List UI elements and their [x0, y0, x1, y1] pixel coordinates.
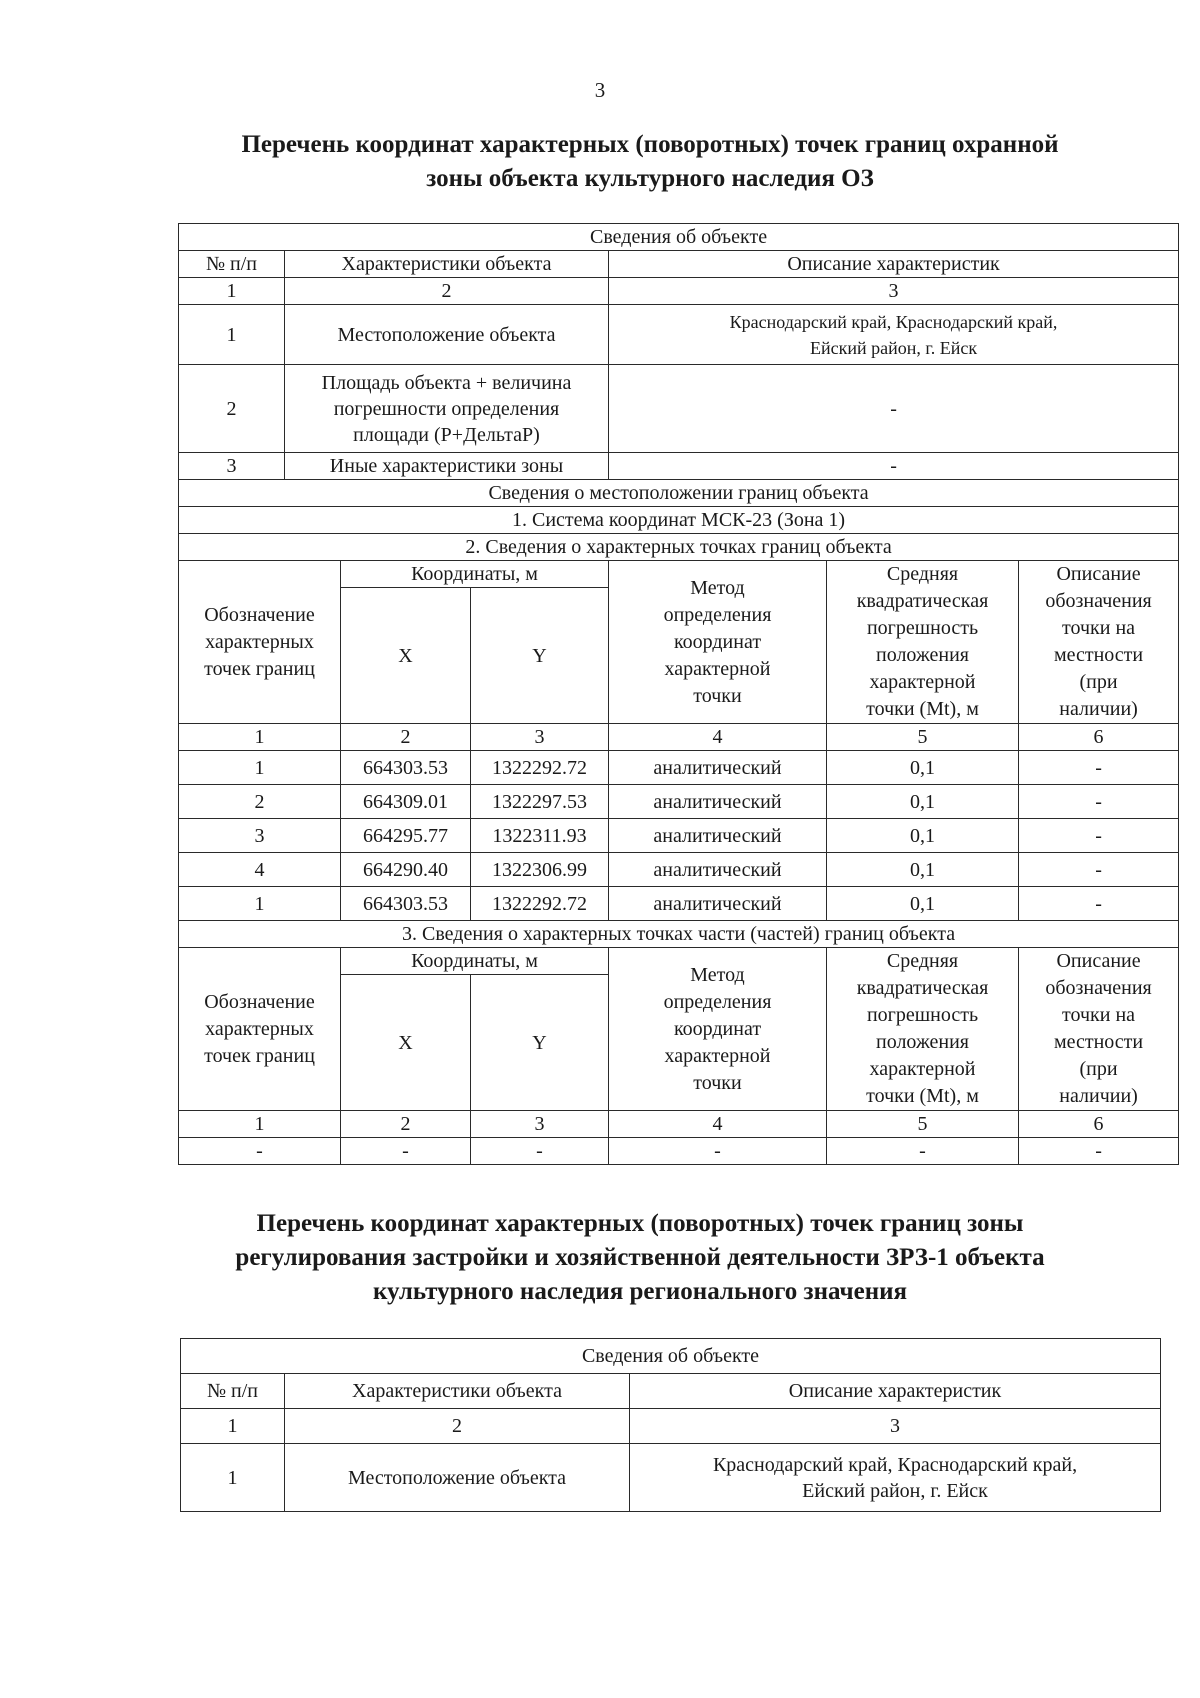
header-description — [1019, 561, 1179, 724]
header-line: характерных — [205, 630, 314, 653]
parts-cell: - — [179, 1138, 341, 1165]
point-mt: 0,1 — [827, 819, 1019, 853]
point-desc: - — [1019, 853, 1179, 887]
header-line: определения — [663, 990, 772, 1013]
row-name — [285, 365, 609, 453]
header-line: местности — [1053, 644, 1144, 666]
col-number: 1 — [179, 278, 285, 305]
header-line: погрешность — [866, 1004, 979, 1026]
row-name-line: площади (P+ДельтаP) — [353, 423, 540, 446]
point-x: 664303.53 — [341, 751, 471, 785]
row-value — [609, 453, 1179, 480]
header-line: определения — [663, 603, 772, 626]
header-line: точки на — [1062, 1004, 1136, 1026]
point-mt: 0,1 — [827, 785, 1019, 819]
header-coordinates: Координаты, м — [341, 948, 609, 975]
col-number: 6 — [1019, 1111, 1179, 1138]
row-num: 3 — [179, 453, 285, 480]
header-line: характерной — [869, 1058, 976, 1080]
col-number: 4 — [609, 724, 827, 751]
title-line: Перечень координат характерных (поворотных) точек границ зоны — [256, 1210, 1024, 1237]
header-line: координат — [673, 1017, 762, 1040]
col-number: 5 — [827, 1111, 1019, 1138]
point-y: 1322297.53 — [471, 785, 609, 819]
header-error — [827, 948, 1019, 1111]
point-mt: 0,1 — [827, 887, 1019, 921]
row-value-line: - — [890, 397, 897, 420]
header-line: характерных — [205, 1017, 314, 1040]
point-y: 1322306.99 — [471, 853, 609, 887]
header-line: характерной — [664, 1044, 771, 1067]
header-line: Обозначение — [204, 603, 315, 626]
header-line: квадратическая — [856, 590, 989, 612]
table-row — [179, 751, 1179, 785]
row-name: Местоположение объекта — [285, 1444, 630, 1512]
parts-cell: - — [341, 1138, 471, 1165]
header-line: Средняя — [886, 950, 959, 972]
point-id: 1 — [179, 887, 341, 921]
header-line: положения — [876, 644, 969, 666]
parts-cell: - — [1019, 1138, 1179, 1165]
point-id: 2 — [179, 785, 341, 819]
header-line: точки — [693, 684, 742, 707]
point-x: 664290.40 — [341, 853, 471, 887]
point-mt: 0,1 — [827, 751, 1019, 785]
coord-system-row: 1. Система координат МСК-23 (Зона 1) — [179, 507, 1179, 534]
point-method: аналитический — [609, 751, 827, 785]
row-value — [630, 1444, 1161, 1512]
header-line: точки (Mt), м — [866, 1085, 979, 1107]
row-name-line: Иные характеристики зоны — [329, 455, 564, 477]
col-number: 2 — [285, 1409, 630, 1444]
header-line: квадратическая — [856, 977, 989, 999]
row-value-line: Ейский район, г. Ейск — [809, 337, 978, 358]
zrz1-object-table — [180, 1338, 1161, 1512]
header-line: координат — [673, 630, 762, 653]
object-info-header: Сведения об объекте — [181, 1339, 1161, 1374]
col-number: 1 — [181, 1409, 285, 1444]
title-line: культурного наследия регионального значения — [372, 1278, 908, 1305]
header-y: Y — [471, 975, 609, 1111]
header-line: обозначения — [1045, 977, 1152, 999]
header-designation — [179, 948, 341, 1111]
header-line: точки на — [1062, 617, 1136, 639]
header-line: (при — [1079, 1058, 1118, 1080]
header-line: Метод — [690, 963, 745, 986]
header-line: Описание — [1056, 563, 1141, 585]
col-number: 3 — [471, 724, 609, 751]
header-method — [609, 948, 827, 1111]
row-value — [609, 305, 1179, 365]
point-x: 664303.53 — [341, 887, 471, 921]
row-value — [609, 365, 1179, 453]
section1-title — [150, 128, 1150, 196]
parts-cell: - — [609, 1138, 827, 1165]
row-num: 2 — [179, 365, 285, 453]
header-line: Метод — [690, 576, 745, 599]
col-header-description: Описание характеристик — [630, 1374, 1161, 1409]
row-value-line: Краснодарский край, Краснодарский край, — [729, 311, 1058, 332]
point-desc: - — [1019, 751, 1179, 785]
location-header: Сведения о местоположении границ объекта — [179, 480, 1179, 507]
col-number: 1 — [179, 1111, 341, 1138]
header-method — [609, 561, 827, 724]
row-name-line: Местоположение объекта — [337, 323, 556, 346]
header-line: местности — [1053, 1031, 1144, 1053]
header-line: Обозначение — [204, 990, 315, 1013]
col-number: 6 — [1019, 724, 1179, 751]
row-name-line: Площадь объекта + величина — [321, 371, 572, 394]
header-line: обозначения — [1045, 590, 1152, 612]
table-row — [179, 1138, 1179, 1165]
col-number: 5 — [827, 724, 1019, 751]
row-value-line: Краснодарский край, Краснодарский край, — [712, 1453, 1078, 1476]
title-line: зоны объекта культурного наследия ОЗ — [426, 165, 874, 192]
header-line: характерной — [869, 671, 976, 693]
col-number: 1 — [179, 724, 341, 751]
points-header: 2. Сведения о характерных точках границ объекта — [179, 534, 1179, 561]
point-mt: 0,1 — [827, 853, 1019, 887]
title-line: регулирования застройки и хозяйственной деятельности ЗРЗ-1 объекта — [235, 1244, 1045, 1271]
parts-cell: - — [827, 1138, 1019, 1165]
header-line: Описание — [1056, 950, 1141, 972]
header-x: X — [341, 588, 471, 724]
table-row — [179, 853, 1179, 887]
col-number: 2 — [341, 1111, 471, 1138]
row-name — [285, 453, 609, 480]
header-line: наличии) — [1059, 1085, 1138, 1107]
col-header-num: № п/п — [181, 1374, 285, 1409]
point-x: 664309.01 — [341, 785, 471, 819]
col-number: 2 — [341, 724, 471, 751]
point-method: аналитический — [609, 887, 827, 921]
col-header-num: № п/п — [179, 251, 285, 278]
header-line: характерной — [664, 657, 771, 680]
row-value-line: - — [890, 455, 897, 477]
table-row — [181, 1444, 1161, 1512]
point-y: 1322292.72 — [471, 751, 609, 785]
header-line: наличии) — [1059, 698, 1138, 720]
point-y: 1322292.72 — [471, 887, 609, 921]
row-num: 1 — [181, 1444, 285, 1512]
row-name-line: погрешности определения — [333, 397, 560, 420]
row-num: 1 — [179, 305, 285, 365]
col-number: 3 — [609, 278, 1179, 305]
oz-coordinates-table — [178, 223, 1179, 1165]
col-header-characteristics: Характеристики объекта — [285, 1374, 630, 1409]
point-id: 3 — [179, 819, 341, 853]
header-line: точек границ — [204, 657, 315, 680]
point-id: 4 — [179, 853, 341, 887]
parts-header: 3. Сведения о характерных точках части (частей) границ объекта — [179, 921, 1179, 948]
point-method: аналитический — [609, 819, 827, 853]
header-line: (при — [1079, 671, 1118, 693]
header-line: точки — [693, 1071, 742, 1094]
point-desc: - — [1019, 785, 1179, 819]
header-line: погрешность — [866, 617, 979, 639]
header-line: точек границ — [204, 1044, 315, 1067]
col-number: 3 — [471, 1111, 609, 1138]
parts-cell: - — [471, 1138, 609, 1165]
point-method: аналитический — [609, 853, 827, 887]
col-number: 3 — [630, 1409, 1161, 1444]
col-header-characteristics: Характеристики объекта — [285, 251, 609, 278]
page-number: 3 — [594, 78, 606, 102]
row-value-line: Ейский район, г. Ейск — [802, 1479, 988, 1502]
table-row — [179, 887, 1179, 921]
header-coordinates: Координаты, м — [341, 561, 609, 588]
header-description — [1019, 948, 1179, 1111]
row-name — [285, 305, 609, 365]
header-line: Средняя — [886, 563, 959, 585]
point-y: 1322311.93 — [471, 819, 609, 853]
point-id: 1 — [179, 751, 341, 785]
point-x: 664295.77 — [341, 819, 471, 853]
table-row — [179, 819, 1179, 853]
header-designation — [179, 561, 341, 724]
header-line: положения — [876, 1031, 969, 1053]
section2-title — [140, 1207, 1140, 1309]
header-x: X — [341, 975, 471, 1111]
col-header-description: Описание характеристик — [609, 251, 1179, 278]
point-desc: - — [1019, 887, 1179, 921]
col-number: 4 — [609, 1111, 827, 1138]
header-error — [827, 561, 1019, 724]
table-row — [179, 785, 1179, 819]
point-method: аналитический — [609, 785, 827, 819]
col-number: 2 — [285, 278, 609, 305]
object-info-header: Сведения об объекте — [179, 224, 1179, 251]
point-desc: - — [1019, 819, 1179, 853]
title-line: Перечень координат характерных (поворотных) точек границ охранной — [241, 131, 1059, 158]
header-y: Y — [471, 588, 609, 724]
header-line: точки (Mt), м — [866, 698, 979, 720]
